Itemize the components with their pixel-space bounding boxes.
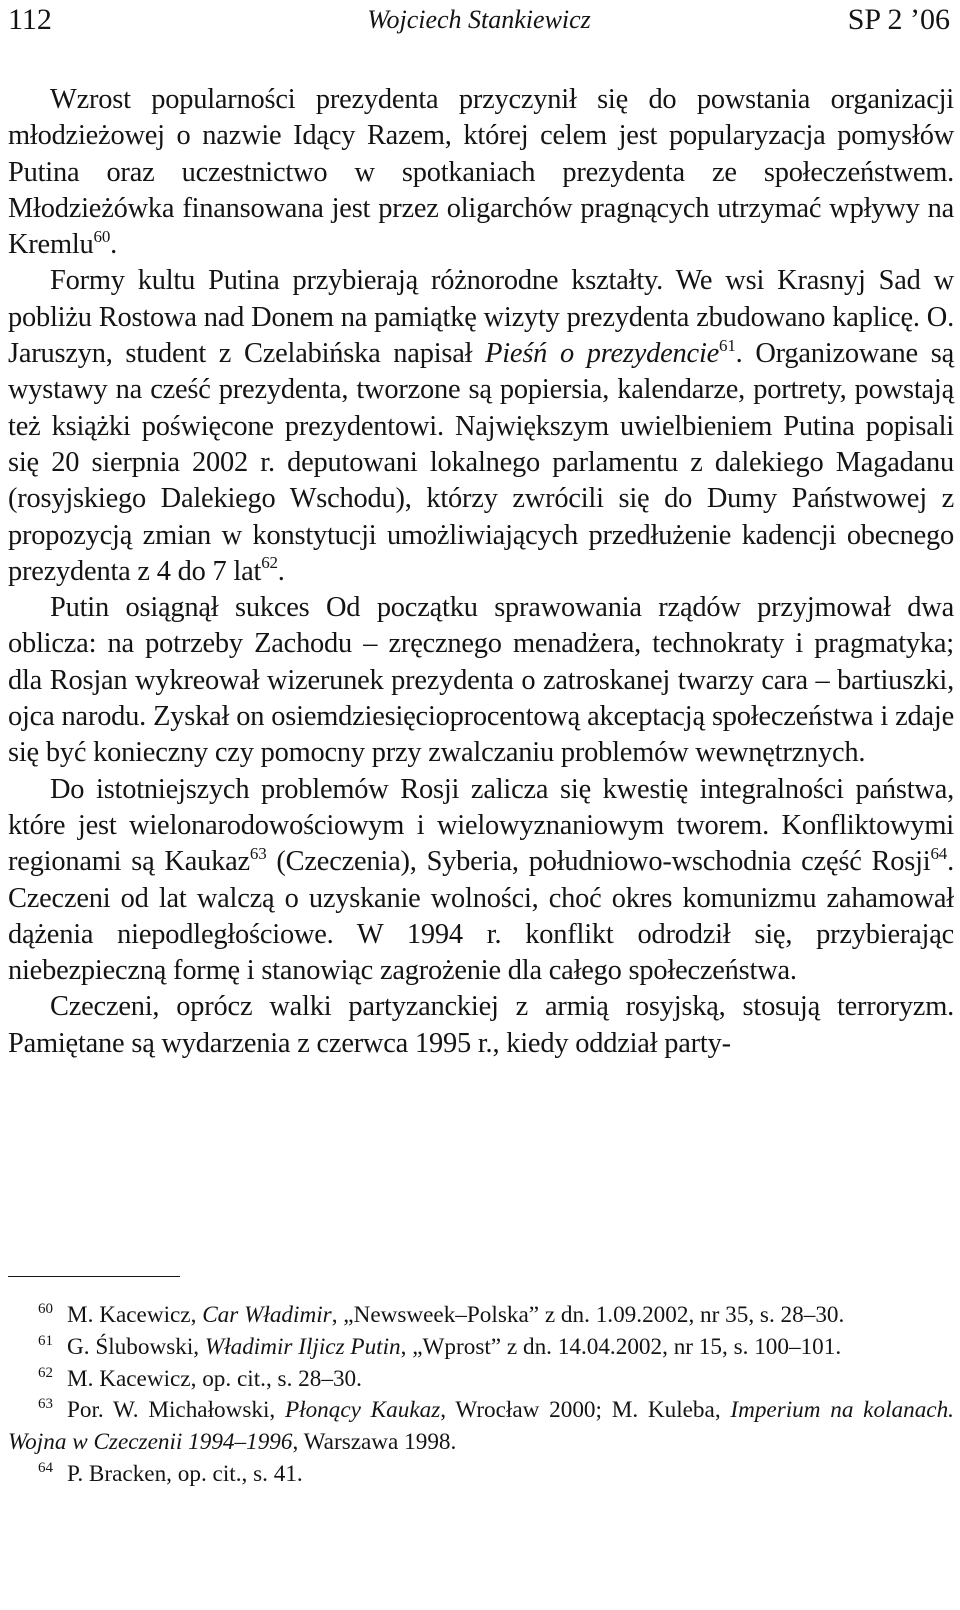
footnote-ref-61: 61	[719, 335, 736, 355]
footnote-number: 64	[38, 1459, 53, 1476]
footnote-separator	[8, 1276, 180, 1277]
footnotes	[8, 1300, 954, 1491]
paragraph-4	[8, 772, 954, 990]
paragraph-text: . Czeczeni od lat walczą o uzyskanie wolności, choć okres komunizmu zahamował dążenia niepodległościowe. W 1994 r. konflikt odrodził się, przybierając niebezpieczną formę i stanowiąc zagrożenie dla całego społeczeństwa.	[8, 846, 955, 987]
paragraph-2	[8, 263, 954, 590]
footnote-text: , Wrocław 2000; M. Kuleba,	[440, 1397, 731, 1424]
paragraph-text: Czeczeni, oprócz walki partyzanckiej z armią rosyjską, stosują terroryzm. Pamiętane są wydarzenia z czerwca 1995 r., kiedy oddział party-	[8, 991, 954, 1059]
footnote-61	[8, 1332, 954, 1364]
page-header	[8, 2, 950, 38]
footnote-63	[8, 1395, 954, 1459]
paragraph-text: Do istotniejszych problemów Rosji zalicza się kwestię integralności państwa, które jest wielonarodowościowym i wielowyznaniowym tworem. Konfliktowymi regionami są Kaukaz	[8, 773, 954, 878]
footnote-number: 62	[38, 1364, 53, 1381]
footnote-60	[8, 1300, 954, 1332]
footnote-62	[8, 1364, 954, 1396]
footnote-ref-60: 60	[93, 226, 111, 246]
footnote-64	[8, 1459, 954, 1491]
footnote-number: 60	[38, 1301, 53, 1317]
running-head-journal: SP 2 ’06	[847, 3, 950, 36]
main-text	[8, 82, 954, 1062]
footnote-text: G. Ślubowski,	[67, 1333, 205, 1360]
footnote-text: , Warszawa 1998.	[292, 1429, 457, 1456]
footnote-number: 63	[38, 1396, 53, 1413]
paragraph-text: Wzrost popularności prezydenta przyczynił się do powstania organizacji młodzieżowej o nazwie Idący Razem, której celem jest popularyzacja pomysłów Putina oraz uczestnictwo w spotkaniach prezydenta ze społeczeństwem. Młodzieżówka finansowana jest przez oligarchów pragnących utrzymać wpływy na Kremlu	[8, 84, 954, 261]
italic-title: Pieśń o prezydencie	[485, 338, 720, 370]
running-head-author: Wojciech Stankiewicz	[367, 5, 591, 34]
footnote-text: M. Kacewicz,	[67, 1302, 203, 1328]
paragraph-text: Putin osiągnął sukces Od początku sprawowania rządów przyjmował dwa oblicza: na potrzeby Zachodu – zręcznego menadżera, technokraty i pragmatyka; dla Rosjan wykreował wizerunek prezydenta o zatroskanej twarzy cara – bartiuszki, ojca narodu. Zyskał on osiemdziesięcioprocentową akceptacją społeczeństwa i zdaje się być konieczny czy pomocny przy zwalczaniu problemów wewnętrznych.	[8, 592, 954, 769]
paragraph-3	[8, 590, 954, 771]
footnote-text: , „Newsweek–Polska” z dn. 1.09.2002, nr 35, s. 28–30.	[331, 1302, 845, 1328]
footnote-italic: Car Władimir	[202, 1302, 332, 1328]
footnote-text: Por. W. Michałowski,	[67, 1397, 285, 1424]
footnote-ref-62: 62	[261, 553, 278, 573]
footnote-italic: Płonący Kaukaz	[284, 1397, 441, 1424]
paragraph-text: Formy kultu Putina przybierają różnorodne kształty. We wsi Krasnyj Sad w pobliżu Rostowa nad Donem na pamiątkę wizyty prezydenta zbudowano kaplicę. O. Jaruszyn, student z Czelabińska napisał	[8, 265, 954, 370]
page-number: 112	[8, 3, 52, 36]
footnote-number: 61	[38, 1332, 53, 1349]
paragraph-text: .	[277, 555, 285, 587]
paragraph-1	[8, 82, 954, 263]
footnote-ref-64: 64	[930, 843, 948, 863]
footnote-italic: Władimir Iljicz Putin	[204, 1333, 401, 1360]
footnote-text: , „Wprost” z dn. 14.04.2002, nr 15, s. 100–101.	[400, 1333, 842, 1360]
paragraph-text: . Organizowane są wystawy na cześć prezydenta, tworzone są popiersia, kalendarze, portrety, powstają też książki poświęcone prezydentowi. Największym uwielbieniem Putina popisali się 20 sierpnia 2002 r. deputowani lokalnego parlamentu z dalekiego Magadanu (rosyjskiego Dalekiego Wschodu), którzy zwrócili się do Dumy Państwowej z propozycją zmian w konstytucji umożliwiających przedłużenie kadencji obecnego prezydenta z 4 do 7 lat	[8, 338, 954, 587]
paragraph-5	[8, 989, 954, 1062]
footnote-text: P. Bracken, op. cit., s. 41.	[67, 1460, 303, 1487]
footnote-ref-63: 63	[249, 843, 267, 863]
paragraph-text: (Czeczenia), Syberia, południowo-wschodnia część Rosji	[266, 846, 931, 878]
footnote-text: M. Kacewicz, op. cit., s. 28–30.	[67, 1365, 362, 1392]
paragraph-text: .	[110, 229, 118, 261]
footnote-italic: Imperium na kolanach. Wojna w Czeczenii 1994–1996	[8, 1397, 954, 1456]
